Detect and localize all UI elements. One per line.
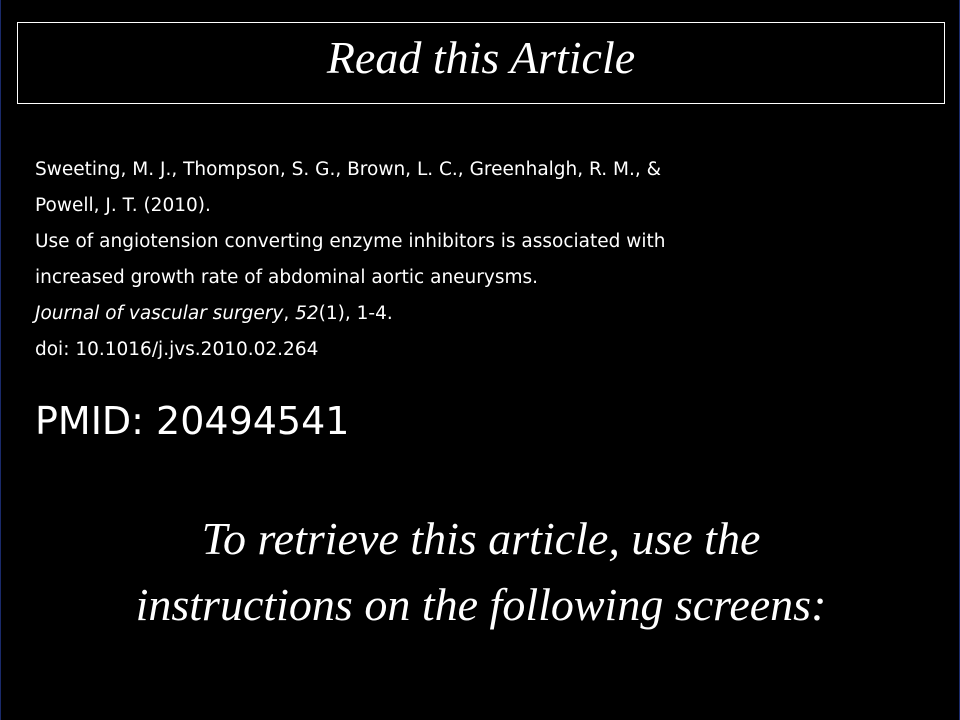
pmid: PMID: 20494541 <box>35 399 350 443</box>
citation-volume: 52 <box>295 303 319 324</box>
title-box <box>17 22 945 104</box>
instructions-line-2: instructions on the following screens: <box>135 579 827 630</box>
citation-authors-line-1: Sweeting, M. J., Thompson, S. G., Brown, L. C., Greenhalgh, R. M., & <box>35 159 662 180</box>
slide-title: Read this Article <box>326 32 636 83</box>
retrieval-instructions <box>1 506 960 638</box>
citation-authors-line-2: Powell, J. T. (2010). <box>35 195 211 216</box>
citation-journal-separator: , <box>283 303 296 324</box>
citation-issue-pages: (1), 1-4. <box>318 303 393 324</box>
citation-article-title-line-1: Use of angiotension converting enzyme inhibitors is associated with <box>35 231 666 252</box>
instructions-line-1: To retrieve this article, use the <box>201 513 761 564</box>
citation <box>35 152 915 368</box>
citation-article-title-line-2: increased growth rate of abdominal aortic aneurysms. <box>35 267 539 288</box>
citation-journal-name: Journal of vascular surgery <box>35 303 284 324</box>
citation-journal-line <box>35 296 915 332</box>
citation-doi: doi: 10.1016/j.jvs.2010.02.264 <box>35 339 319 360</box>
